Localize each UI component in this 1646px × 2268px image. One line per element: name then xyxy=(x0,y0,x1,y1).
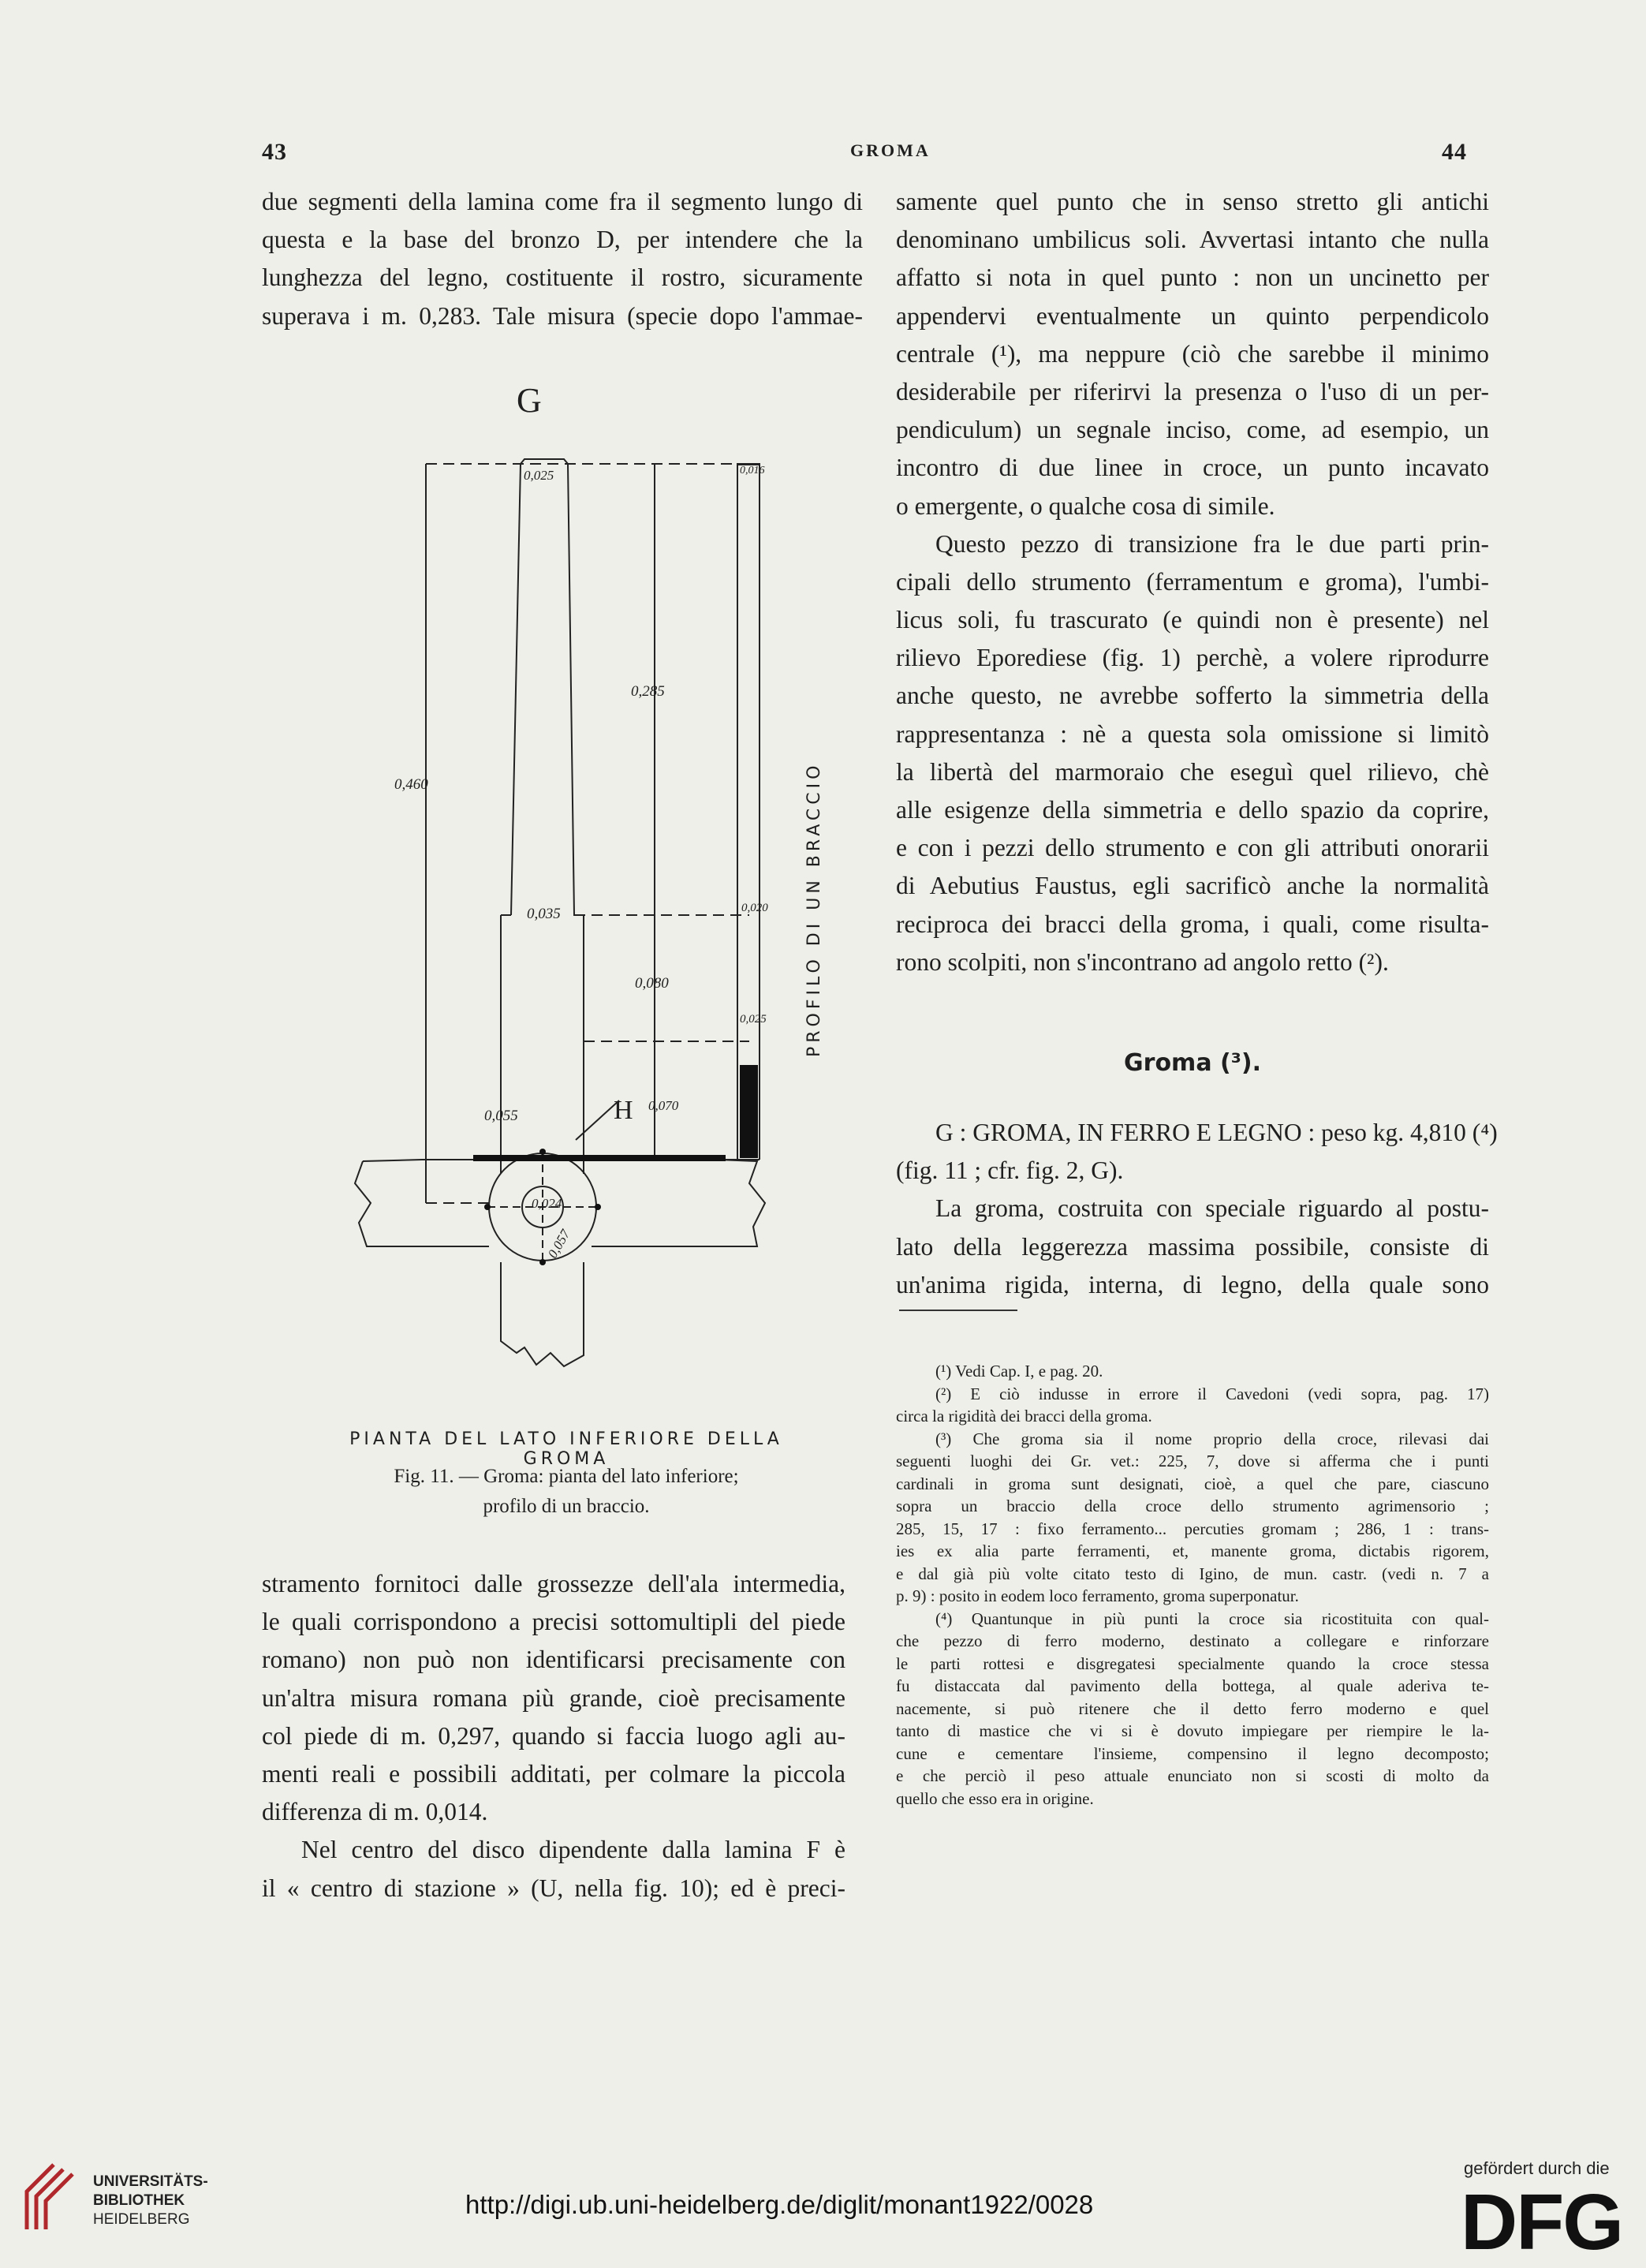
dimension-label: 0,057 xyxy=(544,1227,573,1261)
text-line: le quali corrispondono a precisi sottomultipli del piede xyxy=(262,1608,845,1636)
text-line: un'anima rigida, interna, di legno, della quale sono xyxy=(896,1270,1489,1298)
dimension-label: 0,025 xyxy=(740,1013,767,1026)
text-line: un'altra misura romana più grande, cioè precisamente xyxy=(262,1683,845,1712)
footnote-line: ies ex alia parte ferramenti, et, manente groma, dictabis rigorem, xyxy=(896,1541,1489,1560)
groma-figure xyxy=(347,371,836,1412)
dimension-label: 0,024 xyxy=(532,1196,562,1211)
text-line: lato della leggerezza massima possibile, consiste di xyxy=(896,1232,1489,1261)
text-line: denominano umbilicus soli. Avvertasi intanto che nulla xyxy=(896,226,1489,254)
text-line: La groma, costruita con speciale riguardo al postu- xyxy=(935,1194,1489,1223)
dimension-label: 0,025 xyxy=(524,468,554,483)
footnote-line: 285, 15, 17 : fixo ferramento... percuties gromam ; 286, 1 : trans- xyxy=(896,1519,1489,1538)
text-line: rappresentanza : nè a questa sola omissione si limitò xyxy=(896,719,1489,748)
text-line: reciproca dei bracci della groma, i quali, come risulta- xyxy=(896,910,1489,938)
footnote-line: cardinali in groma sunt designati, cioè, a quel che pare, ciascuno xyxy=(896,1474,1489,1493)
footnote-line: (⁴) Quantunque in più punti la croce sia ricostituita con qual- xyxy=(935,1609,1489,1628)
text-line: affatto si nota in quel punto : non un uncinetto per xyxy=(896,263,1489,292)
item-line: G : GROMA, IN FERRO E LEGNO : peso kg. 4,810 (⁴) xyxy=(935,1119,1498,1146)
footnote-line: che pezzo di ferro moderno, destinato a collegare e rinforzare xyxy=(896,1631,1489,1650)
dimension-label: 0,020 xyxy=(741,902,768,914)
text-line: pendiculum) un segnale inciso, come, ad esempio, un xyxy=(896,416,1489,444)
footnote-line: sopra un braccio della croce dello strumento agrimensorio ; xyxy=(896,1496,1489,1515)
text-line: o emergente, o qualche cosa di simile. xyxy=(896,491,1275,520)
text-line: Nel centro del disco dipendente dalla lamina F è xyxy=(301,1836,845,1864)
text-line: licus soli, fu trascurato (e quindi non è presente) nel xyxy=(896,606,1489,634)
footnote-line: le parti rottesi e disgregatesi specialmente quando la croce stessa xyxy=(896,1653,1489,1673)
H-label: H xyxy=(614,1096,633,1125)
dimension-label: 0,035 xyxy=(527,906,561,922)
text-line: rono scolpiti, non s'incontrano ad angolo retto (²). xyxy=(896,947,1389,976)
library-logo-icon xyxy=(22,2160,79,2236)
figure-letter: G xyxy=(517,381,542,420)
footnote-line: e dal già più volte citato testo di Igino, de mun. castr. (vedi n. 7 a xyxy=(896,1564,1489,1583)
text-line: romano) non può non identificarsi precisamente con xyxy=(262,1646,845,1674)
dimension-label: 0,055 xyxy=(484,1108,518,1124)
dimension-label: 0,070 xyxy=(648,1098,679,1113)
footnote-line: quello che esso era in origine. xyxy=(896,1788,1094,1808)
text-line: centrale (¹), ma neppure (ciò che sarebbe il minimo xyxy=(896,339,1489,368)
library-name xyxy=(93,2173,208,2229)
footnote-line: circa la rigidità dei bracci della groma. xyxy=(896,1407,1152,1425)
text-line: samente quel punto che in senso stretto gli antichi xyxy=(896,188,1489,215)
footnote-line: seguenti luoghi dei Gr. vet.: 225, 7, dove si afferma che i punti xyxy=(896,1452,1489,1470)
right-page-number: 44 xyxy=(1442,139,1467,165)
text-line: lunghezza del legno, costituente il rostro, sicuramente xyxy=(262,263,863,292)
footnote-line: e che perciò il peso attuale enunciato non si scosti di molto da xyxy=(896,1766,1489,1785)
footnote-line: (²) E ciò indusse in errore il Cavedoni (vedi sopra, pag. 17) xyxy=(935,1384,1489,1403)
left-column-bottom xyxy=(262,1565,845,1907)
dimension-label: 0,080 xyxy=(635,975,669,992)
dimension-label: 0,285 xyxy=(631,683,665,700)
source-url-link[interactable]: http://digi.ub.uni-heidelberg.de/diglit/monant1922/0028 xyxy=(465,2190,1094,2219)
funding-note: gefördert durch die xyxy=(1464,2158,1610,2178)
text-line: rilievo Eporediese (fig. 1) perchè, a volere riprodurre xyxy=(896,644,1489,672)
dimension-label: 0,016 xyxy=(740,465,765,476)
section-heading: Groma (³). xyxy=(1124,1049,1261,1077)
footnote-rule xyxy=(899,1310,1017,1311)
caption-line: profilo di un braccio. xyxy=(483,1496,650,1517)
footnotes xyxy=(896,1360,1489,1810)
text-line: col piede di m. 0,297, quando si faccia luogo agli au- xyxy=(262,1721,845,1750)
figure-title: PIANTA DEL LATO INFERIORE DELLA GROMA xyxy=(349,1429,783,1469)
text-line: anche questo, ne avrebbe sofferto la simmetria della xyxy=(896,682,1489,710)
text-line: il « centro di stazione » (U, nella fig. 10); ed è preci- xyxy=(262,1874,845,1902)
library-name-line: BIBLIOTHEK xyxy=(93,2192,185,2209)
text-line: appendervi eventualmente un quinto perpendicolo xyxy=(896,301,1489,330)
right-column-top xyxy=(896,183,1489,981)
text-line: menti reali e possibili additati, per colmare la piccola xyxy=(262,1759,845,1788)
text-line: alle esigenze della simmetria e dello spazio da coprire, xyxy=(896,796,1489,824)
left-page-number: 43 xyxy=(262,139,287,165)
text-line: incontro di due linee in croce, un punto incavato xyxy=(896,454,1489,482)
figure-caption xyxy=(306,1462,827,1522)
item-line: (fig. 11 ; cfr. fig. 2, G). xyxy=(896,1156,1124,1185)
running-title: GROMA xyxy=(850,140,931,160)
text-line: cipali dello strumento (ferramentum e groma), l'umbi- xyxy=(896,567,1489,596)
text-line: questa e la base del bronzo D, per intendere che la xyxy=(262,226,863,254)
dimension-label: 0,460 xyxy=(394,776,428,793)
text-line: desiderabile per riferirvi la presenza o l'uso di un per- xyxy=(896,377,1489,405)
text-line: due segmenti della lamina come fra il segmento lungo di xyxy=(262,188,863,215)
footnote-line: fu distaccata dal pavimento della bottega, al quale aderiva te- xyxy=(896,1676,1489,1695)
caption-line: Fig. 11. — Groma: pianta del lato inferiore; xyxy=(394,1466,739,1487)
text-line: di Aebutius Faustus, egli sacrificò anche la normalità xyxy=(896,872,1489,900)
text-line: differenza di m. 0,014. xyxy=(262,1798,488,1826)
footnote-line: (³) Che groma sia il nome proprio della croce, rilevasi dai xyxy=(935,1429,1489,1448)
text-line: e con i pezzi dello strumento e con gli attributi onorarii xyxy=(896,834,1489,862)
text-line: superava i m. 0,283. Tale misura (specie dopo l'ammae- xyxy=(262,301,863,330)
arm-profile-label: PROFILO DI UN BRACCIO xyxy=(804,761,824,1057)
footnote-line: cune e cementare l'insieme, compensino il legno decomposto; xyxy=(896,1743,1489,1763)
footnote-line: nacemente, si può ritenere che il detto ferro moderno e quel xyxy=(896,1698,1489,1718)
left-column-top xyxy=(262,183,863,335)
text-line: stramento fornitoci dalle grossezze dell'ala intermedia, xyxy=(262,1570,845,1597)
footnote-line: tanto di mastice che vi si è dovuto impiegare per riempire le la- xyxy=(896,1721,1489,1740)
dfg-logo: DFG xyxy=(1461,2178,1623,2266)
text-line: la libertà del marmoraio che eseguì quel rilievo, chè xyxy=(896,757,1489,786)
library-name-line: UNIVERSITÄTS- xyxy=(93,2173,208,2190)
footnote-line: p. 9) : posito in eodem loco ferramento, groma superponatur. xyxy=(896,1586,1299,1605)
right-column-bottom xyxy=(896,1114,1498,1304)
text-line: Questo pezzo di transizione fra le due parti prin- xyxy=(935,529,1489,558)
library-name-line: HEIDELBERG xyxy=(93,2211,190,2228)
footnote-line: (¹) Vedi Cap. I, e pag. 20. xyxy=(935,1362,1103,1381)
